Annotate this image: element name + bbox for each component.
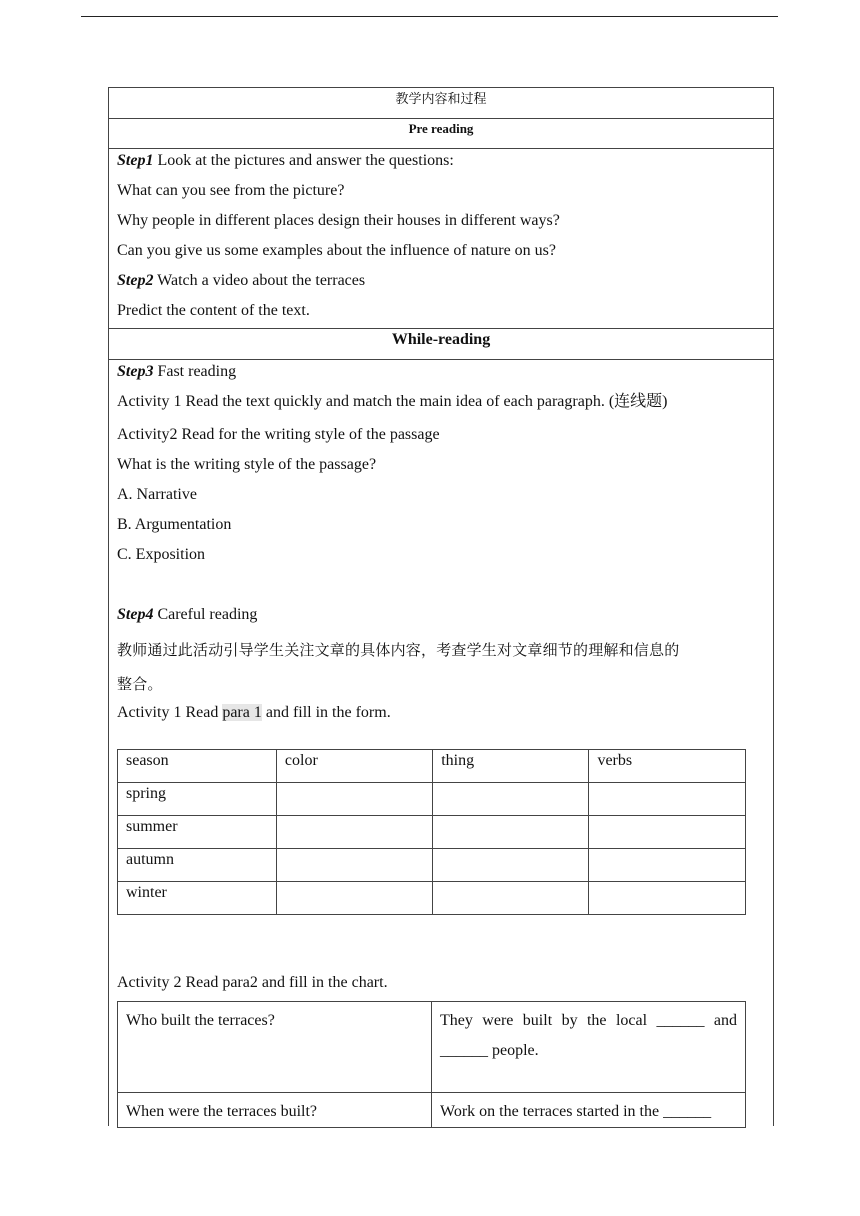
table-row (118, 783, 746, 816)
blank-cell[interactable] (433, 849, 589, 882)
blank-cell[interactable] (433, 816, 589, 849)
blank-cell[interactable] (276, 882, 432, 915)
step2-label: Step2 (117, 272, 154, 289)
step4-label: Step4 (117, 606, 154, 623)
step2-line (117, 269, 773, 299)
season-cell: autumn (118, 849, 277, 882)
chart-question-when: When were the terraces built? (118, 1093, 432, 1128)
question-1: What can you see from the picture? (117, 182, 345, 199)
table-title: 教学内容和过程 (109, 88, 773, 119)
blank-cell[interactable] (589, 882, 746, 915)
blank-cell[interactable] (589, 783, 746, 816)
activity2-chart-line: Activity 2 Read para2 and fill in the chart. (117, 974, 388, 991)
pre-reading-heading: Pre reading (109, 119, 773, 149)
predict-line: Predict the content of the text. (117, 302, 310, 319)
season-table (117, 749, 746, 915)
para1-highlight: para 1 (222, 704, 262, 721)
table-row (118, 849, 746, 882)
step1-label: Step1 (117, 152, 154, 169)
activity1-line: Activity 1 Read the text quickly and match the main idea of each paragraph. (连线题) (117, 393, 668, 410)
while-reading-heading: While-reading (109, 329, 773, 360)
act1-pre: Activity 1 Read (117, 704, 223, 721)
blank-cell[interactable] (589, 849, 746, 882)
option-b: B. Argumentation (117, 516, 232, 533)
step3-label: Step3 (117, 363, 154, 380)
season-cell: spring (118, 783, 277, 816)
step3-text: Fast reading (153, 363, 237, 380)
step2-text: Watch a video about the terraces (153, 272, 366, 289)
page-top-rule (81, 16, 778, 17)
chart-answer-when[interactable]: Work on the terraces started in the ______ (432, 1093, 746, 1128)
step3-line (117, 360, 773, 390)
blank-cell[interactable] (276, 816, 432, 849)
chinese-note-line1: 教师通过此活动引导学生关注文章的具体内容，考查学生对文章细节的理解和信息的 (117, 641, 680, 659)
table-row (118, 882, 746, 915)
blank-cell[interactable] (433, 882, 589, 915)
season-header-cell: season (118, 750, 277, 783)
blank-line (117, 573, 773, 603)
chart-answer-who[interactable]: They were built by the local ______ and ______ people. (432, 1002, 746, 1093)
question-2: Why people in different places design their houses in different ways? (117, 212, 560, 229)
spacer (117, 915, 773, 971)
chart-question-who: Who built the terraces? (118, 1002, 432, 1093)
activity1-careful-line (117, 701, 773, 731)
blank-cell[interactable] (433, 783, 589, 816)
lesson-table (108, 87, 774, 1126)
season-table-header-row (118, 750, 746, 783)
step1-text: Look at the pictures and answer the questions: (153, 152, 454, 169)
blank-cell[interactable] (276, 849, 432, 882)
step4-line (117, 603, 773, 633)
act1-post: and fill in the form. (261, 704, 391, 721)
chinese-note-line2: 整合。 (117, 675, 163, 693)
style-question: What is the writing style of the passage? (117, 456, 377, 473)
season-cell: summer (118, 816, 277, 849)
while-reading-section (109, 360, 773, 1126)
blank-cell[interactable] (276, 783, 432, 816)
table-row (118, 816, 746, 849)
option-a: A. Narrative (117, 486, 197, 503)
season-cell: winter (118, 882, 277, 915)
table-row (118, 1093, 746, 1128)
thing-header-cell: thing (433, 750, 589, 783)
verbs-header-cell: verbs (589, 750, 746, 783)
color-header-cell: color (276, 750, 432, 783)
table-row (118, 1002, 746, 1093)
question-3: Can you give us some examples about the influence of nature on us? (117, 242, 556, 259)
activity2-line: Activity2 Read for the writing style of the passage (117, 426, 440, 443)
option-c: C. Exposition (117, 546, 206, 563)
pre-reading-section (109, 149, 773, 329)
step4-text: Careful reading (153, 606, 258, 623)
step1-line (117, 149, 773, 179)
terraces-chart (117, 1001, 746, 1128)
blank-cell[interactable] (589, 816, 746, 849)
